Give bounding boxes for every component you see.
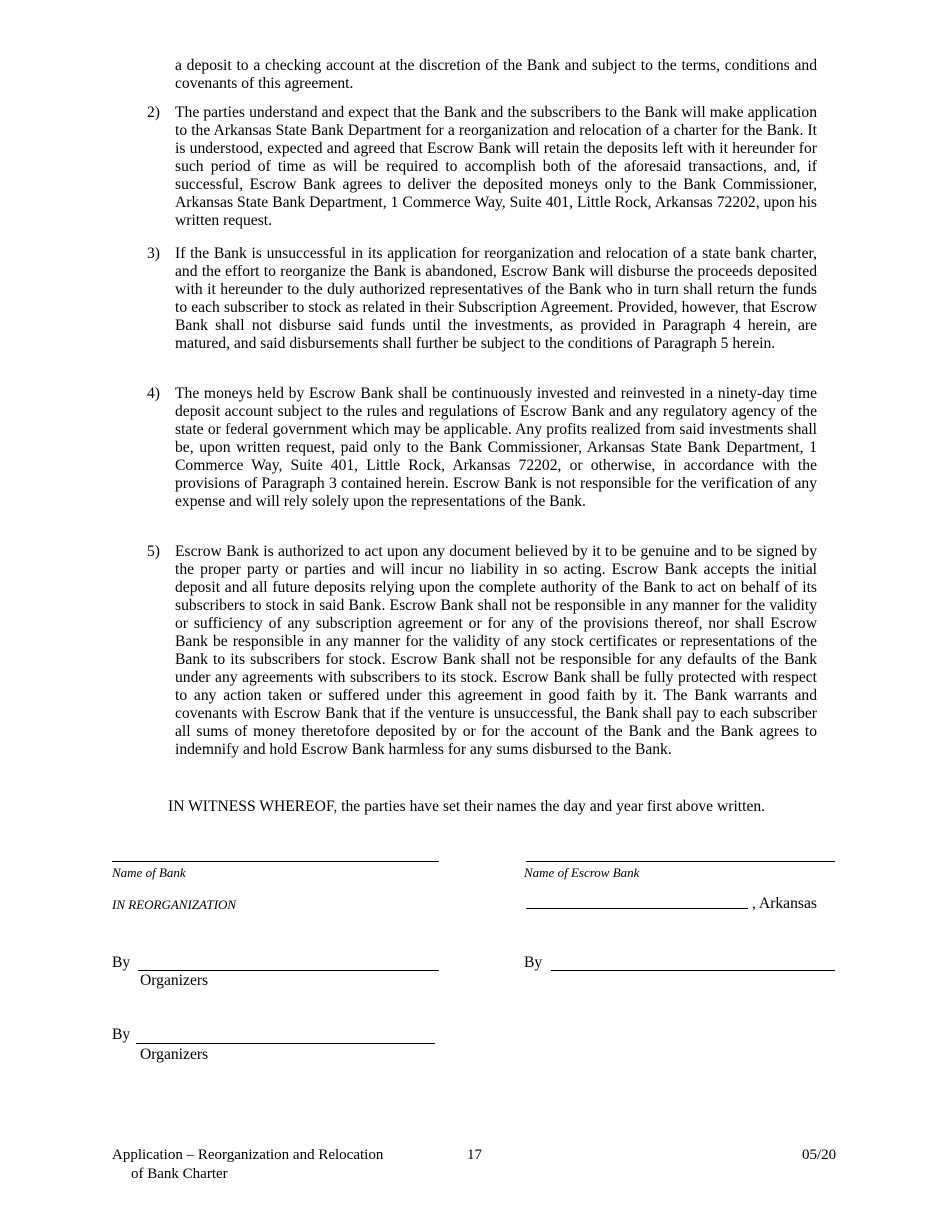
witness-statement: IN WITNESS WHEREOF, the parties have set their names the day and year first above written. xyxy=(168,798,766,815)
by-label: By xyxy=(112,1026,131,1043)
organizers-label: Organizers xyxy=(140,972,209,989)
by-label: By xyxy=(112,954,131,971)
continuation-paragraph: a deposit to a checking account at the discretion of the Bank and subject to the terms, conditions and covenants of this agreement. xyxy=(175,57,817,92)
item-text: Escrow Bank is authorized to act upon any document believed by it to be genuine and to be signed by the proper party or parties and will incur no liability in so acting. Escrow Bank accepts the initial deposit and all future deposits relying upon the complete authority of the Bank to act on behalf of its subscribers to stock in said Bank. Escrow Bank shall not be responsible in any manner for the validity or sufficiency of any subscription agreement or for any of the provisions thereof, nor shall Escrow Bank be responsible in any manner for the validity of any stock certificates or representations of the Bank to its subscribers for stock. Escrow Bank shall not be responsible for any defaults of the Bank under any agreements with subscribers to its stock. Escrow Bank shall be fully protected with respect to any action taken or suffered under this agreement in good faith by it. The Bank warrants and covenants with Escrow Bank that if the venture is unsuccessful, the Bank shall pay to each subscriber all sums of money theretofore deposited by or for the account of the Bank and the Bank agrees to indemnify and hold Escrow Bank harmless for any sums disbursed to the Bank. xyxy=(175,543,817,758)
item-number: 3) xyxy=(147,245,160,262)
item-number: 2) xyxy=(147,104,160,121)
item-number: 5) xyxy=(147,543,160,560)
escrow-signature-line xyxy=(551,970,835,971)
item-text: If the Bank is unsuccessful in its application for reorganization and relocation of a state bank charter, and the effort to reorganize the Bank is abandoned, Escrow Bank will disburse the proceeds deposited with it hereunder to the duly authorized representatives of the Bank who in turn shall return the funds to each subscriber to stock as related in their Subscription Agreement. Provided, however, that Escrow Bank shall not disburse said funds until the investments, as provided in Paragraph 4 herein, are matured, and said disbursements shall further be subject to the conditions of Paragraph 5 herein. xyxy=(175,245,817,352)
by-label: By xyxy=(524,954,543,971)
city-line xyxy=(526,908,748,909)
escrow-bank-name-line xyxy=(526,861,835,862)
item-text: The moneys held by Escrow Bank shall be continuously invested and reinvested in a ninety-day time deposit account subject to the rules and regulations of Escrow Bank and any regulatory agency of the state or federal government which may be applicable. Any profits realized from said investments shall be, upon written request, paid only to the Bank Commissioner, Arkansas State Bank Department, 1 Commerce Way, Suite 401, Little Rock, Arkansas 72202, or otherwise, in accordance with the provisions of Paragraph 3 contained herein. Escrow Bank is not responsible for the verification of any expense and will rely solely upon the representations of the Bank. xyxy=(175,385,817,510)
organizer-signature-line xyxy=(136,1043,435,1044)
bank-name-line xyxy=(112,861,439,862)
footer-title-line1: Application – Reorganization and Relocation xyxy=(112,1147,384,1163)
item-text: The parties understand and expect that the Bank and the subscribers to the Bank will make application to the Arkansas State Bank Department for a reorganization and relocation of a charter for the Bank. It is understood, expected and agreed that Escrow Bank will retain the deposits left with it hereunder for such period of time as will be required to accomplish both of the aforesaid transactions, and, if successful, Escrow Bank agrees to deliver the deposited moneys only to the Bank Commissioner, Arkansas State Bank Department, 1 Commerce Way, Suite 401, Little Rock, Arkansas 72202, upon his written request. xyxy=(175,104,817,229)
name-of-escrow-bank-label: Name of Escrow Bank xyxy=(524,865,640,880)
page-number: 17 xyxy=(467,1147,482,1163)
footer-title-line2: of Bank Charter xyxy=(131,1166,228,1182)
name-of-bank-label: Name of Bank xyxy=(112,865,186,880)
arkansas-label: , Arkansas xyxy=(752,895,817,912)
footer-date: 05/20 xyxy=(802,1147,837,1163)
in-reorganization-label: IN REORGANIZATION xyxy=(112,897,237,912)
organizer-signature-line xyxy=(138,970,439,971)
item-number: 4) xyxy=(147,385,160,402)
organizers-label: Organizers xyxy=(140,1046,209,1063)
